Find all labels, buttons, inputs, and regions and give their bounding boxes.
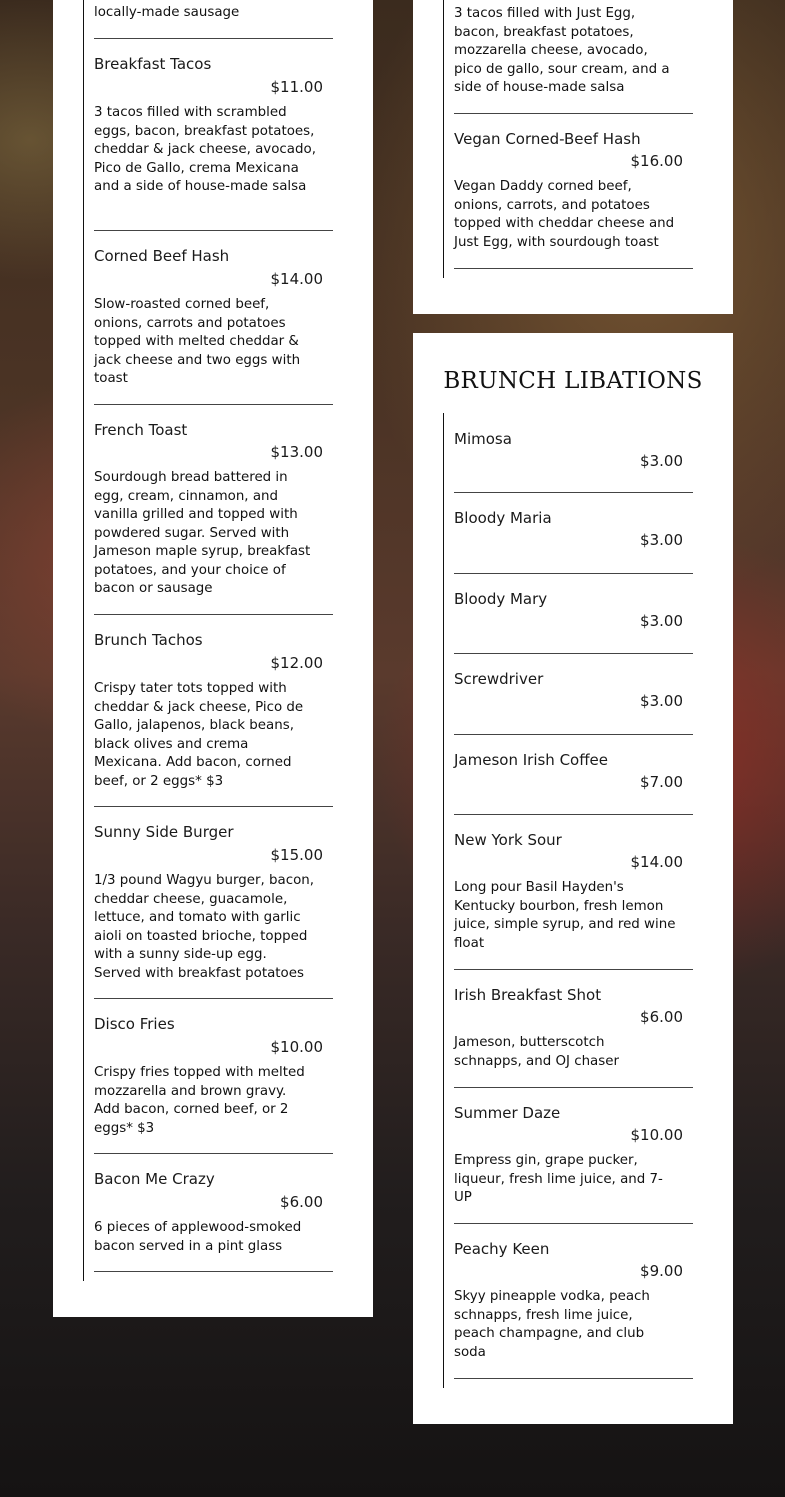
menu-item (94, 405, 333, 615)
item-price: $13.00 (270, 443, 323, 461)
item-name: Bloody Maria (454, 509, 552, 527)
item-name: French Toast (94, 421, 188, 439)
menu-item (94, 999, 333, 1154)
food-menu-card (53, 0, 373, 1317)
menu-item (454, 735, 693, 815)
item-description: Empress gin, grape pucker, liqueur, fresh lime juice, and 7-UP (454, 1153, 663, 1205)
item-price: $3.00 (640, 452, 683, 470)
item-name: Irish Breakfast Shot (454, 986, 602, 1004)
item-price: $6.00 (640, 1008, 683, 1026)
item-price: $7.00 (640, 773, 683, 791)
item-name: Jameson Irish Coffee (454, 751, 609, 769)
menu-divider-line (443, 0, 444, 278)
menu-item (454, 1088, 693, 1224)
menu-divider-line (83, 0, 84, 1281)
item-description: 6 pieces of applewood-smoked bacon served in a pint glass (94, 1220, 302, 1254)
menu-item (94, 39, 333, 231)
item-price: $9.00 (640, 1262, 683, 1280)
item-price: $15.00 (270, 846, 323, 864)
menu-item (454, 1224, 693, 1379)
menu-item (94, 615, 333, 807)
item-name: Screwdriver (454, 670, 544, 688)
menu-item (94, 1154, 333, 1272)
item-price: $3.00 (640, 531, 683, 549)
item-price: $10.00 (270, 1038, 323, 1056)
menu-item (454, 493, 693, 574)
item-description: Skyy pineapple vodka, peach schnapps, fresh lime juice, peach champagne, and club soda (454, 1289, 650, 1360)
item-name: Vegan Corned-Beef Hash (454, 130, 641, 148)
item-price: $10.00 (630, 1126, 683, 1144)
item-name: Brunch Tachos (94, 631, 203, 649)
menu-item (94, 231, 333, 405)
item-name: Corned Beef Hash (94, 247, 230, 265)
item-name: New York Sour (454, 831, 562, 849)
item-price: $3.00 (640, 692, 683, 710)
menu-item (454, 815, 693, 970)
item-name: Disco Fries (94, 1015, 175, 1033)
menu-item-cutoff (454, 0, 693, 114)
item-description: Long pour Basil Hayden's Kentucky bourbon, fresh lemon juice, simple syrup, and red wine float (454, 880, 676, 951)
menu-item (454, 414, 693, 493)
item-price: $14.00 (270, 270, 323, 288)
menu-item (454, 970, 693, 1088)
item-name: Bacon Me Crazy (94, 1170, 215, 1188)
item-name: Summer Daze (454, 1104, 561, 1122)
item-description: 3 tacos filled with scrambled eggs, bacon, breakfast potatoes, cheddar & jack cheese, avocado, Pico de Gallo, crema Mexicana and a side of house-made salsa (94, 105, 316, 194)
item-description: Crispy tater tots topped with cheddar & jack cheese, Pico de Gallo, jalapenos, black beans, black olives and crema Mexicana. Add bacon, corned beef, or 2 eggs* $3 (94, 681, 304, 789)
item-name: Breakfast Tacos (94, 55, 212, 73)
section-title: BRUNCH LIBATIONS (443, 368, 703, 394)
item-description: Slow-roasted corned beef, onions, carrots and potatoes topped with melted cheddar & jack cheese and two eggs with toast (94, 297, 301, 386)
item-description: 1/3 pound Wagyu burger, bacon, cheddar cheese, guacamole, lettuce, and tomato with garlic aioli on toasted brioche, topped with a sunny side-up egg. Served with breakfast potatoes (94, 873, 315, 981)
vegan-menu-card (413, 0, 733, 314)
item-description: locally-made sausage (94, 5, 240, 20)
item-description: Jameson, butterscotch schnapps, and OJ chaser (454, 1035, 619, 1069)
item-name: Bloody Mary (454, 590, 548, 608)
item-price: $16.00 (630, 152, 683, 170)
item-description: 3 tacos filled with Just Egg, bacon, breakfast potatoes, mozzarella cheese, avocado, pico de gallo, sour cream, and a side of house-made salsa (454, 6, 670, 95)
item-price: $11.00 (270, 78, 323, 96)
item-price: $14.00 (630, 853, 683, 871)
menu-item (454, 114, 693, 269)
libations-menu-card (413, 333, 733, 1424)
item-description: Crispy fries topped with melted mozzarella and brown gravy. Add bacon, corned beef, or 2 eggs* $3 (94, 1065, 305, 1136)
item-name: Mimosa (454, 430, 512, 448)
menu-item-cutoff (94, 0, 333, 39)
item-name: Peachy Keen (454, 1240, 550, 1258)
item-name: Sunny Side Burger (94, 823, 234, 841)
menu-item (454, 654, 693, 735)
item-description: Sourdough bread battered in egg, cream, cinnamon, and vanilla grilled and topped with powdered sugar. Served with Jameson maple syrup, breakfast potatoes, and your choice of bacon or sausage (94, 470, 311, 596)
item-price: $12.00 (270, 654, 323, 672)
menu-item (454, 574, 693, 654)
item-price: $6.00 (280, 1193, 323, 1211)
item-description: Vegan Daddy corned beef, onions, carrots, and potatoes topped with cheddar cheese and Just Egg, with sourdough toast (454, 179, 675, 250)
menu-item (94, 807, 333, 999)
item-price: $3.00 (640, 612, 683, 630)
menu-divider-line (443, 413, 444, 1388)
